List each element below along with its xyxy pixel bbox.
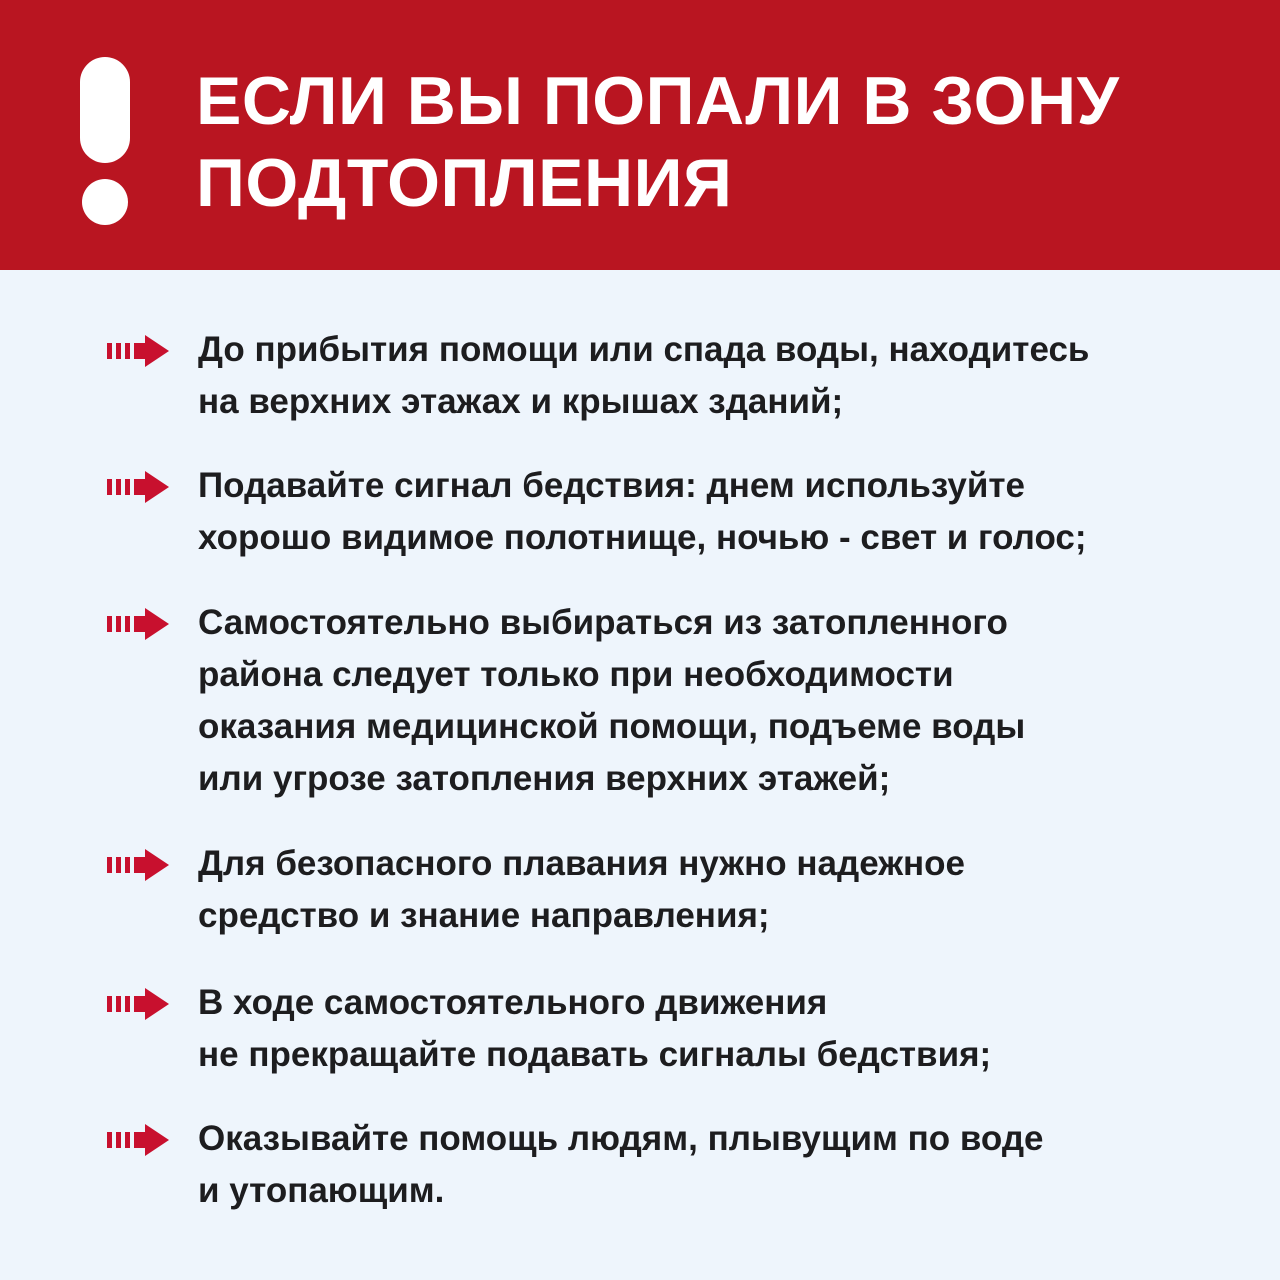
list-item-line: и утопающим.: [198, 1171, 445, 1210]
list-item-line: хорошо видимое полотнище, ночью - свет и голос;: [198, 518, 1087, 557]
list-item-line: Для безопасного плавания нужно надежное: [198, 844, 965, 883]
list-item-line: средство и знание направления;: [198, 896, 770, 935]
list-item-text: [198, 838, 1258, 942]
list-item-line: До прибытия помощи или спада воды, находитесь: [198, 330, 1090, 369]
list-item-text: [198, 1113, 1258, 1217]
list-item-line: В ходе самостоятельного движения: [198, 983, 828, 1022]
list-item-text: [198, 460, 1258, 564]
list-item-line: не прекращайте подавать сигналы бедствия;: [198, 1035, 992, 1074]
list-item-line: оказания медицинской помощи, подъеме воды: [198, 707, 1026, 746]
list-item-text: [198, 597, 1258, 805]
list-item-line: или угрозе затопления верхних этажей;: [198, 759, 891, 798]
list-item-text: [198, 324, 1258, 428]
arrow-right-icon: [107, 988, 169, 1020]
arrow-right-icon: [107, 608, 169, 640]
list-item-line: Подавайте сигнал бедствия: днем используйте: [198, 466, 1025, 505]
arrow-right-icon: [107, 849, 169, 881]
title-line: ЕСЛИ ВЫ ПОПАЛИ В ЗОНУ: [196, 63, 1120, 139]
list-item-line: Самостоятельно выбираться из затопленного: [198, 603, 1008, 642]
list-item-line: Оказывайте помощь людям, плывущим по воде: [198, 1119, 1044, 1158]
list-item-line: на верхних этажах и крышах зданий;: [198, 382, 844, 421]
title-line: ПОДТОПЛЕНИЯ: [196, 145, 733, 221]
arrow-right-icon: [107, 471, 169, 503]
arrow-right-icon: [107, 335, 169, 367]
list-item-line: района следует только при необходимости: [198, 655, 954, 694]
arrow-right-icon: [107, 1124, 169, 1156]
list-item-text: [198, 977, 1258, 1081]
